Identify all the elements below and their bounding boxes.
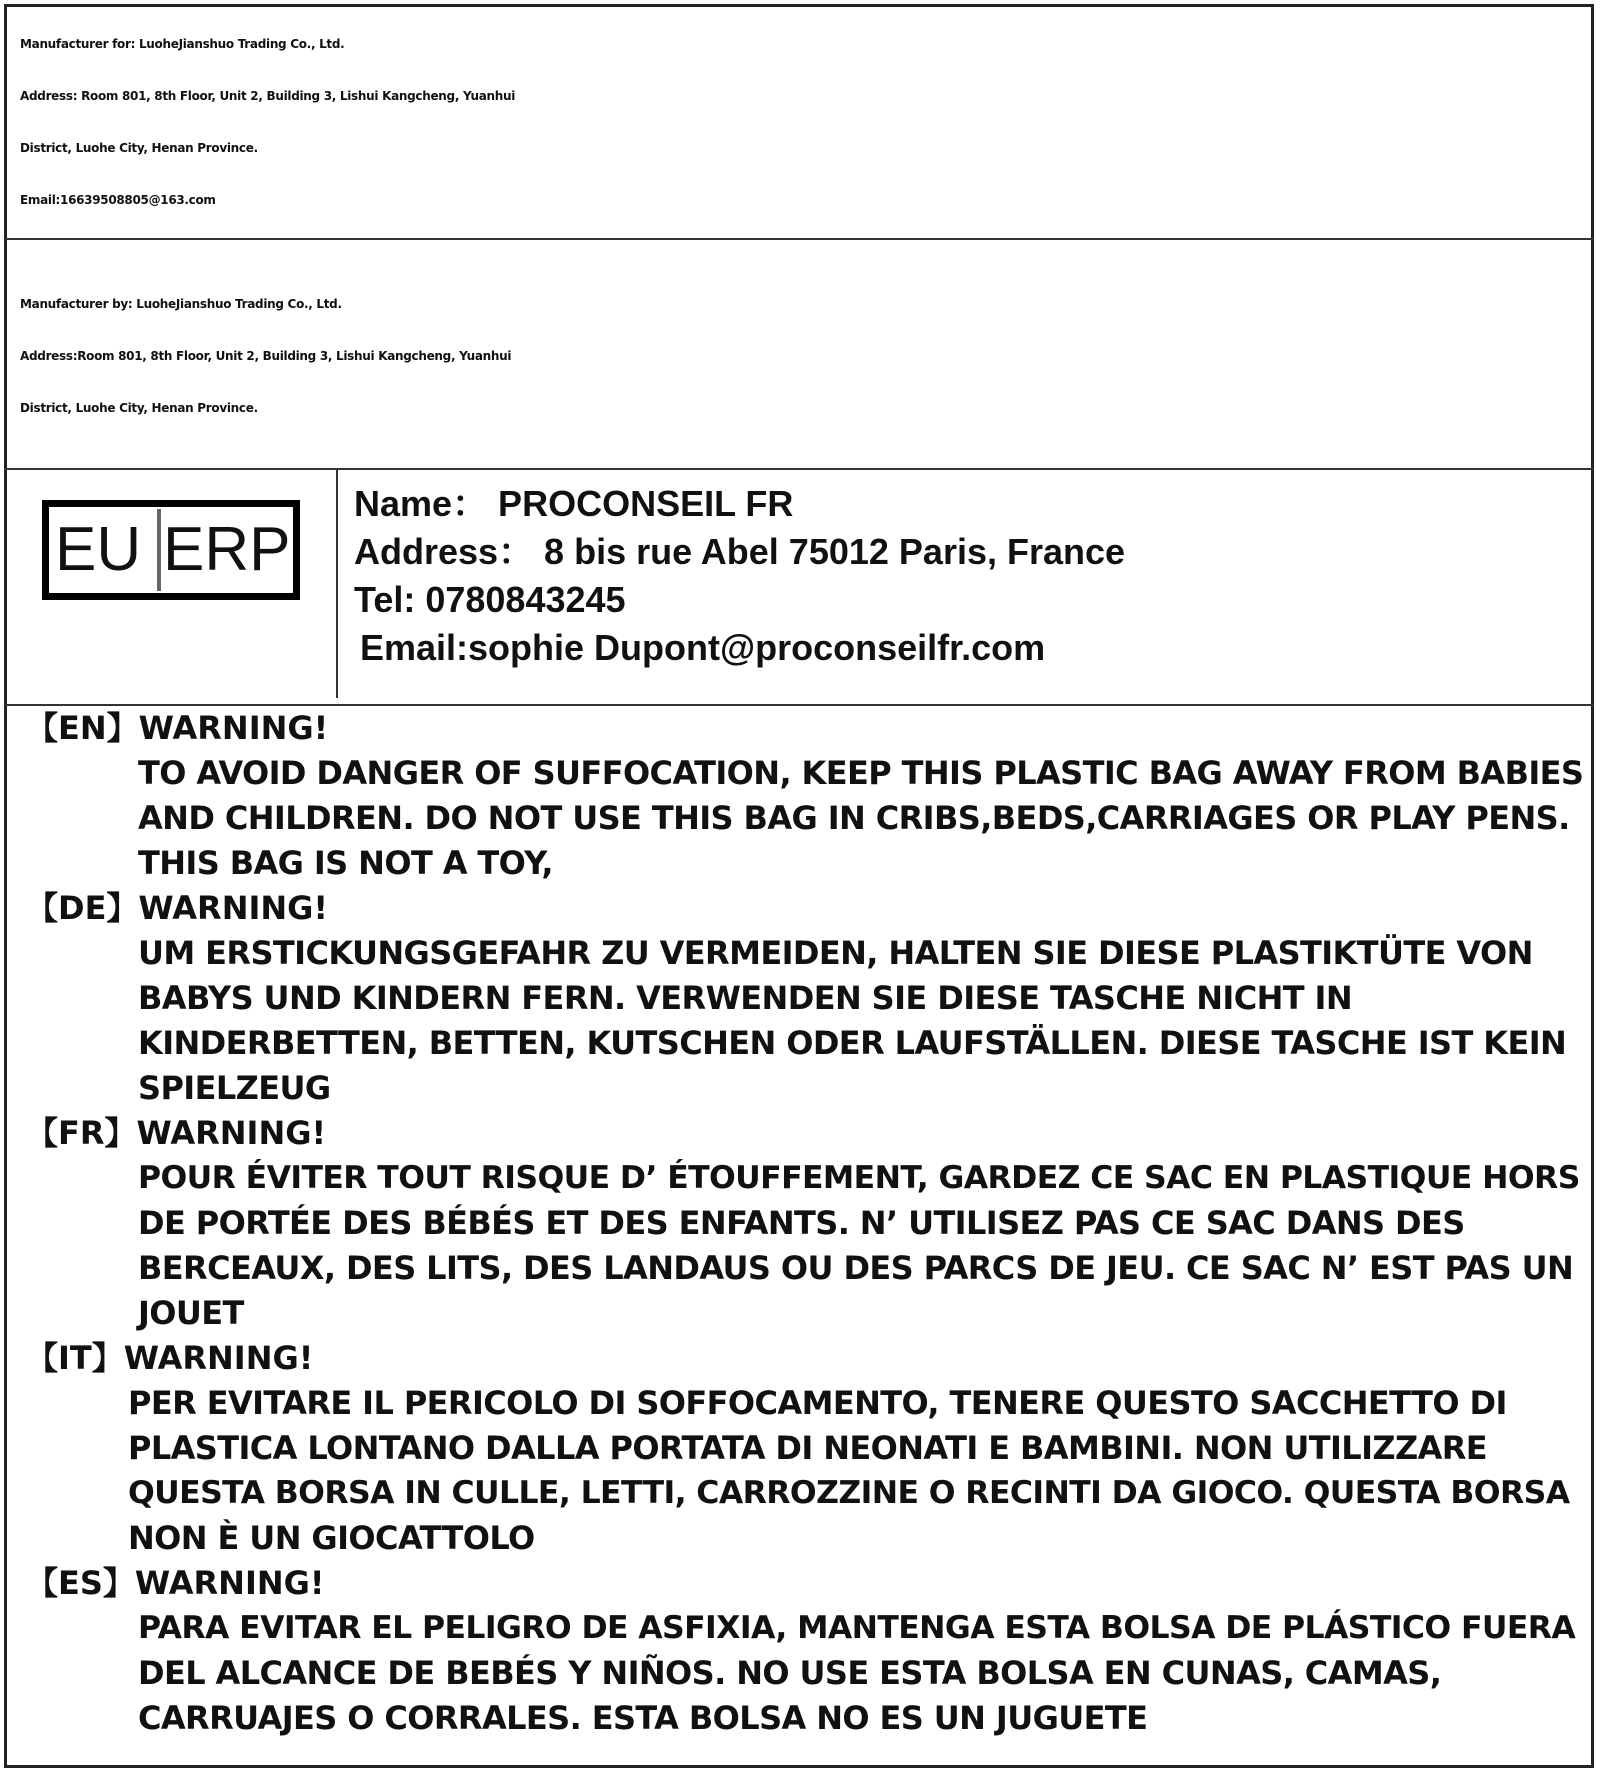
manufacturer-by-address-line-1: Address:Room 801, 8th Floor, Unit 2, Building 3, Lishui Kangcheng, Yuanhui [20,349,512,363]
warning-line: DE PORTÉE DES BÉBÉS ET DES ENFANTS. N’ UTILISEZ PAS CE SAC DANS DES [138,1204,1465,1242]
warning-text-en [138,751,1588,886]
warning-line: PLASTICA LONTANO DALLA PORTATA DI NEONATI E BAMBINI. NON UTILIZZARE [128,1429,1488,1467]
eu-erp-section [4,470,1594,706]
warning-line: UM ERSTICKUNGSGEFAHR ZU VERMEIDEN, HALTEN SIE DIESE PLASTIKTÜTE VON [138,934,1533,972]
warning-line: NON È UN GIOCATTOLO [128,1519,535,1557]
warning-line: BERCEAUX, DES LITS, DES LANDAUS OU DES PARCS DE JEU. CE SAC N’ EST PAS UN [138,1249,1574,1287]
warning-heading-es: 【ES】WARNING! [26,1564,325,1602]
manufacturer-for-address-line-1: Address: Room 801, 8th Floor, Unit 2, Building 3, Lishui Kangcheng, Yuanhui [20,89,516,103]
erp-tel: Tel: 0780843245 [354,579,626,620]
warning-text-es [138,1606,1588,1741]
warning-line: KINDERBETTEN, BETTEN, KUTSCHEN ODER LAUFSTÄLLEN. DIESE TASCHE IST KEIN [138,1024,1567,1062]
warning-heading-en: 【EN】WARNING! [26,709,329,747]
warning-heading-it: 【IT】WARNING! [26,1339,314,1377]
manufacturer-for-section [4,18,1594,226]
manufacturer-for-name: Manufacturer for: LuoheJianshuo Trading Co., Ltd. [20,37,345,51]
warning-line: QUESTA BORSA IN CULLE, LETTI, CARROZZINE O RECINTI DA GIOCO. QUESTA BORSA [128,1475,1570,1511]
warning-text-it [128,1381,1578,1561]
warning-text-de [138,931,1588,1111]
warning-line: AND CHILDREN. DO NOT USE THIS BAG IN CRIBS,BEDS,CARRIAGES OR PLAY PENS. [138,799,1570,837]
erp-address: Address： 8 bis rue Abel 75012 Paris, France [354,531,1126,572]
manufacturer-by-section [4,278,1594,434]
warning-line: SPIELZEUG [138,1069,331,1107]
manufacturer-for-address-line-2: District, Luohe City, Henan Province. [20,141,258,155]
warning-line: JOUET [138,1294,244,1332]
warning-heading-de: 【DE】WARNING! [26,889,329,927]
erp-email: Email:sophie Dupont@proconseilfr.com [360,627,1046,668]
warning-line: PER EVITARE IL PERICOLO DI SOFFOCAMENTO, TENERE QUESTO SACCHETTO DI [128,1384,1507,1422]
warnings-section [4,706,1594,1741]
manufacturer-for-email: Email:16639508805@163.com [20,193,216,207]
warning-line: BABYS UND KINDERN FERN. VERWENDEN SIE DIESE TASCHE NICHT IN [138,979,1353,1017]
eu-erp-contact [354,480,1125,672]
eu-logo-text: EU [55,515,142,584]
manufacturer-by-address-line-2: District, Luohe City, Henan Province. [20,401,258,415]
eu-erp-logo [42,500,300,600]
divider [4,238,1594,240]
warning-line: TO AVOID DANGER OF SUFFOCATION, KEEP THIS PLASTIC BAG AWAY FROM BABIES [138,754,1584,792]
erp-logo-text: ERP [163,515,291,584]
warning-line: CARRUAJES O CORRALES. ESTA BOLSA NO ES UN JUGUETE [138,1699,1148,1737]
erp-name: Name： PROCONSEIL FR [354,483,794,524]
warning-line: POUR ÉVITER TOUT RISQUE D’ ÉTOUFFEMENT, GARDEZ CE SAC EN PLASTIQUE HORS [138,1160,1580,1196]
vertical-divider [336,470,338,698]
logo-separator [157,509,161,591]
warning-line: THIS BAG IS NOT A TOY, [138,844,553,882]
manufacturer-by-name: Manufacturer by: LuoheJianshuo Trading Co., Ltd. [20,297,342,311]
warning-heading-fr: 【FR】WARNING! [26,1114,327,1152]
warning-line: PARA EVITAR EL PELIGRO DE ASFIXIA, MANTENGA ESTA BOLSA DE PLÁSTICO FUERA [138,1610,1576,1646]
warning-line: DEL ALCANCE DE BEBÉS Y NIÑOS. NO USE ESTA BOLSA EN CUNAS, CAMAS, [138,1654,1442,1692]
warning-text-fr [138,1156,1588,1336]
